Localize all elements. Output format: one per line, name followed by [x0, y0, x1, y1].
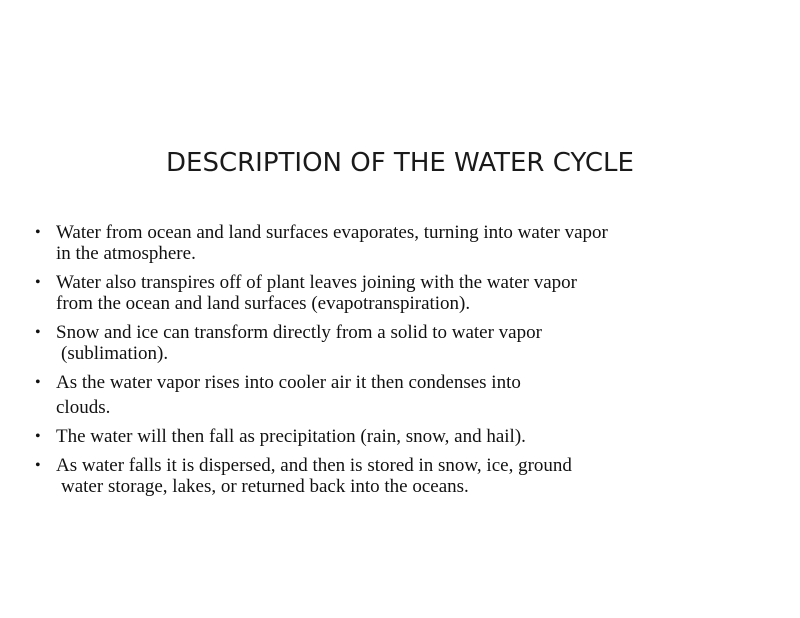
bullet-line: in the atmosphere.	[56, 243, 196, 264]
list-item	[35, 222, 695, 264]
bullet-line: Water from ocean and land surfaces evaporates, turning into water vapor	[56, 222, 608, 243]
bullet-line: As the water vapor rises into cooler air it then condenses into	[56, 372, 521, 393]
bullet-icon: •	[35, 374, 41, 391]
bullet-icon: •	[35, 274, 41, 291]
bullet-icon: •	[35, 324, 41, 341]
bullet-line: from the ocean and land surfaces (evapotranspiration).	[56, 293, 471, 314]
bullet-line: Water also transpires off of plant leaves joining with the water vapor	[56, 272, 577, 293]
bullet-line: water storage, lakes, or returned back into the oceans.	[61, 476, 469, 497]
list-item	[35, 426, 695, 447]
bullet-line: clouds.	[56, 397, 111, 418]
list-item	[35, 455, 695, 497]
bullet-list	[35, 222, 695, 505]
list-item	[35, 322, 695, 364]
bullet-icon: •	[35, 457, 41, 474]
bullet-line: As water falls it is dispersed, and then is stored in snow, ice, ground	[56, 455, 572, 476]
bullet-line: Snow and ice can transform directly from a solid to water vapor	[56, 322, 542, 343]
bullet-icon: •	[35, 224, 41, 241]
bullet-line: (sublimation).	[61, 343, 169, 364]
list-item	[35, 372, 695, 418]
bullet-line: The water will then fall as precipitation (rain, snow, and hail).	[56, 426, 526, 447]
list-item	[35, 272, 695, 314]
bullet-icon: •	[35, 428, 41, 445]
slide-title: DESCRIPTION OF THE WATER CYCLE	[166, 148, 634, 178]
